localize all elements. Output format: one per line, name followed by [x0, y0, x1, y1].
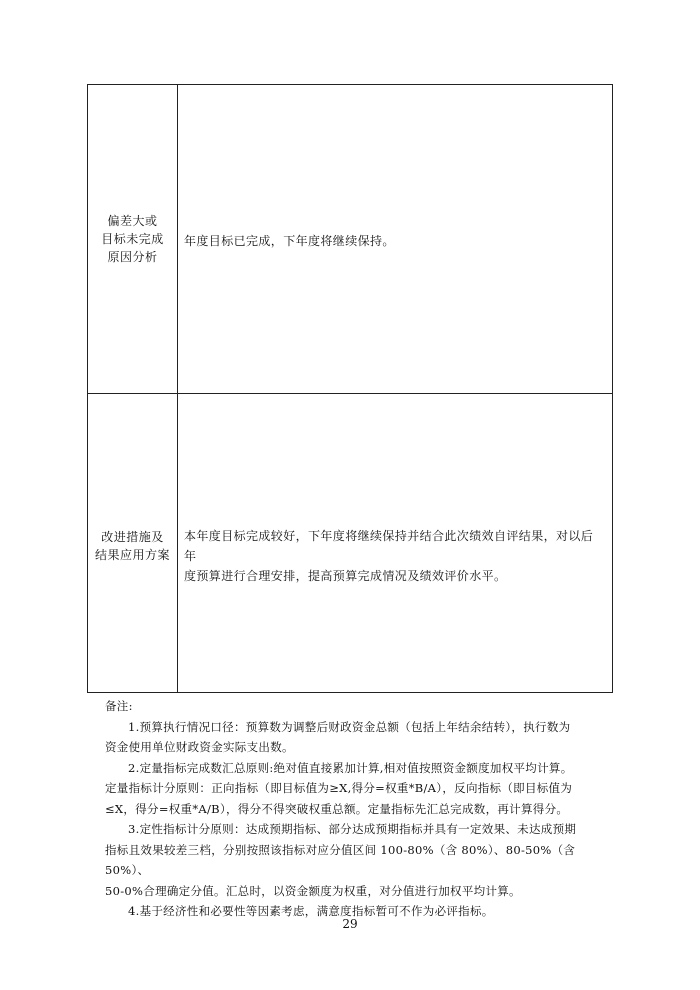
row-content-improvement-plan: [184, 526, 602, 586]
table-row-deviation-analysis: [88, 85, 612, 394]
evaluation-table: [87, 84, 613, 693]
label-line: 改进措施及: [101, 530, 164, 544]
note-item-3-line-3: 50-0%合理确定分值。汇总时，以资金额度为权重，对分值进行加权平均计算。: [105, 883, 521, 898]
note-item-2-line-3: ≤X，得分=权重*A/B），得分不得突破权重总额。定量指标先汇总完成数，再计算得分。: [105, 801, 569, 816]
page-number: 29: [342, 917, 358, 931]
content-line: 度预算进行合理安排，提高预算完成情况及绩效评价水平。: [184, 569, 507, 583]
label-line: 原因分析: [107, 250, 158, 264]
column-divider: [177, 85, 178, 393]
note-item-2-line-2: 定量指标计分原则：正向指标（即目标值为≥X,得分=权重*B/A），反向指标（即目标值为: [105, 781, 573, 795]
notes-heading: 备注:: [105, 699, 133, 713]
note-item-4-line-1: 4.基于经济性和必要性等因素考虑，满意度指标暂可不作为必评指标。: [128, 904, 494, 918]
label-line: 偏差大或: [107, 214, 158, 228]
note-item-1-line-2: 资金使用单位财政资金实际支出数。: [105, 740, 294, 754]
notes-section: [105, 696, 615, 922]
content-line: 本年度目标完成较好，下年度将继续保持并结合此次绩效自评结果，对以后年: [184, 529, 594, 563]
column-divider: [177, 394, 178, 692]
label-line: 目标未完成: [101, 232, 164, 246]
note-item-3-line-2: 指标且效果较差三档，分别按照该指标对应分值区间 100-80%（含 80%）、80-50%（含 50%）、: [105, 842, 576, 877]
table-row-improvement-plan: [88, 394, 612, 692]
row-label-deviation-analysis: [88, 212, 177, 266]
note-item-2-line-1: 2.定量指标完成数汇总原则:绝对值直接累加计算,相对值按照资金额度加权平均计算。: [128, 760, 573, 775]
label-line: 结果应用方案: [94, 548, 170, 562]
note-item-1-line-1: 1.预算执行情况口径：预算数为调整后财政资金总额（包括上年结余结转），执行数为: [128, 719, 571, 734]
row-content-deviation-analysis: 年度目标已完成，下年度将继续保持。: [184, 234, 395, 248]
note-item-3-line-1: 3.定性指标计分原则：达成预期指标、部分达成预期指标并具有一定效果、未达成预期: [128, 822, 577, 836]
row-label-improvement-plan: [88, 528, 177, 564]
